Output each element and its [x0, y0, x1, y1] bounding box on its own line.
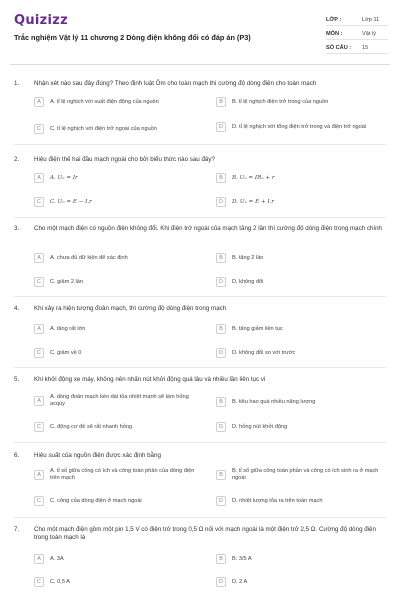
option-text: B. tỉ số giữa công toàn phần và công có ích sinh ra ở mạch ngoài	[232, 468, 379, 481]
option-letter-box: C	[34, 197, 44, 207]
option-letter-box: D	[216, 197, 226, 207]
option-text: D. tỉ lệ nghịch với tổng điện trở trong và điện trở ngoài	[232, 123, 367, 130]
option-letter-box: A	[34, 396, 44, 406]
option-letter-box: A	[34, 554, 44, 564]
question-divider	[14, 144, 386, 145]
meta-label: SỐ CÂU :	[326, 44, 352, 51]
worksheet-meta	[326, 14, 388, 56]
option-letter-box: A	[34, 97, 44, 107]
option-d[interactable]	[216, 496, 386, 506]
question-divider	[14, 367, 386, 368]
option-b[interactable]	[216, 468, 386, 482]
option-text: C. Uₙ = E − I.r	[50, 198, 92, 205]
option-text: A. Uₙ = Ir	[50, 174, 78, 181]
option-letter-box: D	[216, 122, 226, 132]
quizizz-logo: Quizizz	[14, 13, 69, 28]
option-letter-box: D	[216, 577, 226, 587]
option-a[interactable]	[34, 468, 204, 482]
meta-label: MÔN :	[326, 30, 343, 37]
option-letter-box: D	[216, 277, 226, 287]
meta-subject-row	[326, 28, 388, 40]
meta-count-row	[326, 42, 388, 54]
question-text: Cho một mạch điện có nguồn điện không đổi. Khi điện trở ngoài của mạch tăng 2 lần thì cường độ dòng điện trong mạch chính	[34, 225, 382, 232]
meta-value: 15	[362, 44, 369, 51]
option-b[interactable]	[216, 324, 386, 334]
question-text: Hiệu điện thế hai đầu mạch ngoài cho bởi biểu thức nào sau đây?	[34, 156, 215, 163]
question-number: 2.	[14, 156, 20, 163]
option-d[interactable]	[216, 577, 386, 587]
option-text: A. tăng rất lớn	[50, 325, 86, 332]
option-b[interactable]	[216, 173, 386, 183]
option-text: C. giảm 2 lần	[50, 278, 83, 285]
option-letter-box: D	[216, 496, 226, 506]
option-letter-box: B	[216, 173, 226, 183]
question-text: Nhận xét nào sau đây đúng? Theo định luật Ôm cho toàn mạch thì cường độ dòng điện cho toàn mạch	[34, 80, 317, 87]
question-divider	[14, 296, 386, 297]
option-b[interactable]	[216, 554, 386, 564]
option-text: C. giảm về 0	[50, 349, 82, 356]
option-text: B. tiêu hao quá nhiều năng lượng	[232, 398, 316, 405]
option-text: A. tỉ lệ nghịch với suất điện động của nguồn	[50, 98, 159, 105]
option-text: A. 3A	[50, 555, 64, 562]
question-text: Khi xảy ra hiện tượng đoản mạch, thì cường độ dòng điện trong mạch	[34, 305, 227, 312]
option-text: D. Uₙ = E + I.r	[232, 198, 275, 205]
option-d[interactable]	[216, 277, 386, 287]
option-text: A. dòng đoản mạch kéo dài tỏa nhiệt mạnh sẽ làm hỏng acquy	[50, 394, 189, 407]
option-a[interactable]	[34, 173, 204, 183]
option-c[interactable]	[34, 496, 204, 506]
option-a[interactable]	[34, 554, 204, 564]
option-text: C. động cơ đề sẽ rất nhanh hỏng	[50, 423, 133, 430]
option-text: B. Uₙ = IRₙ + r	[232, 174, 275, 181]
meta-value: Lớp 11	[362, 16, 380, 23]
option-text: A. chưa đủ dữ kiện để xác định	[50, 254, 128, 261]
option-d[interactable]	[216, 197, 386, 207]
option-text: B. tăng 2 lần	[232, 254, 264, 261]
option-letter-box: A	[34, 470, 44, 480]
meta-label: LỚP :	[326, 16, 342, 23]
option-letter-box: D	[216, 422, 226, 432]
meta-class-row	[326, 14, 388, 26]
option-letter-box: C	[34, 277, 44, 287]
question-number: 1.	[14, 80, 20, 87]
option-letter-box: B	[216, 253, 226, 263]
meta-value: Vật lý	[362, 30, 376, 37]
option-b[interactable]	[216, 397, 386, 407]
option-letter-box: B	[216, 554, 226, 564]
question-number: 6.	[14, 452, 20, 459]
option-c[interactable]	[34, 124, 204, 134]
option-letter-box: C	[34, 348, 44, 358]
option-text: D. không đổi so với trước	[232, 349, 296, 356]
option-c[interactable]	[34, 197, 204, 207]
option-letter-box: A	[34, 324, 44, 334]
option-text: B. tăng giảm liên tục	[232, 325, 283, 332]
question-text: Hiệu suất của nguồn điện được xác định bằng	[34, 452, 161, 459]
question-divider	[14, 217, 386, 218]
option-text: D. hỏng nút khởi động	[232, 423, 288, 430]
option-text: B. 3/5 A	[232, 555, 252, 562]
option-c[interactable]	[34, 277, 204, 287]
option-letter-box: D	[216, 348, 226, 358]
option-text: D. không đổi	[232, 278, 264, 285]
worksheet-title: Trắc nghiệm Vật lý 11 chương 2 Dòng điện không đổi có đáp án (P3)	[14, 33, 251, 42]
option-text: C. tỉ lệ nghịch với điện trở ngoài của nguồn	[50, 125, 157, 132]
option-text: D. 2 A	[232, 578, 248, 585]
option-letter-box: B	[216, 470, 226, 480]
option-letter-box: B	[216, 324, 226, 334]
option-text: D. nhiệt lượng tỏa ra trên toàn mạch	[232, 497, 323, 504]
option-letter-box: C	[34, 124, 44, 134]
option-d[interactable]	[216, 348, 386, 358]
question-number: 7.	[14, 526, 20, 533]
question-divider	[14, 517, 386, 518]
option-c[interactable]	[34, 422, 204, 432]
option-letter-box: B	[216, 97, 226, 107]
worksheet-header	[0, 0, 400, 70]
question-number: 3.	[14, 225, 20, 232]
option-c[interactable]	[34, 577, 204, 587]
question-number: 5.	[14, 376, 20, 383]
question-text: Khi khởi động xe máy, không nên nhấn nút khởi động quá lâu và nhiều lần liên tục vì	[34, 376, 266, 383]
question-divider	[14, 442, 386, 443]
option-a[interactable]	[34, 394, 204, 408]
option-b[interactable]	[216, 97, 386, 107]
option-letter-box: A	[34, 253, 44, 263]
option-b[interactable]	[216, 253, 386, 263]
question-number: 4.	[14, 305, 20, 312]
option-a[interactable]	[34, 324, 204, 334]
header-divider	[10, 64, 390, 65]
option-a[interactable]	[34, 97, 204, 107]
question-text: Cho một mạch điện gồm một pin 1,5 V có điện trở trong 0,5 Ω nối với mạch ngoài là một điện trở 2,5 Ω. Cường độ dòng điện trong toàn mạch là	[34, 526, 376, 542]
option-d[interactable]	[216, 122, 386, 132]
option-letter-box: C	[34, 422, 44, 432]
option-d[interactable]	[216, 422, 386, 432]
option-a[interactable]	[34, 253, 204, 263]
option-letter-box: C	[34, 496, 44, 506]
option-text: C. 0,5 A	[50, 578, 70, 585]
option-letter-box: C	[34, 577, 44, 587]
option-text: B. tỉ lệ nghịch điện trở trong của nguồn	[232, 98, 329, 105]
option-letter-box: A	[34, 173, 44, 183]
option-text: A. tỉ số giữa công có ích và công toàn phần của dòng điện trên mạch	[50, 468, 195, 481]
option-text: C. công của dòng điện ở mạch ngoài	[50, 497, 142, 504]
option-c[interactable]	[34, 348, 204, 358]
option-letter-box: B	[216, 397, 226, 407]
